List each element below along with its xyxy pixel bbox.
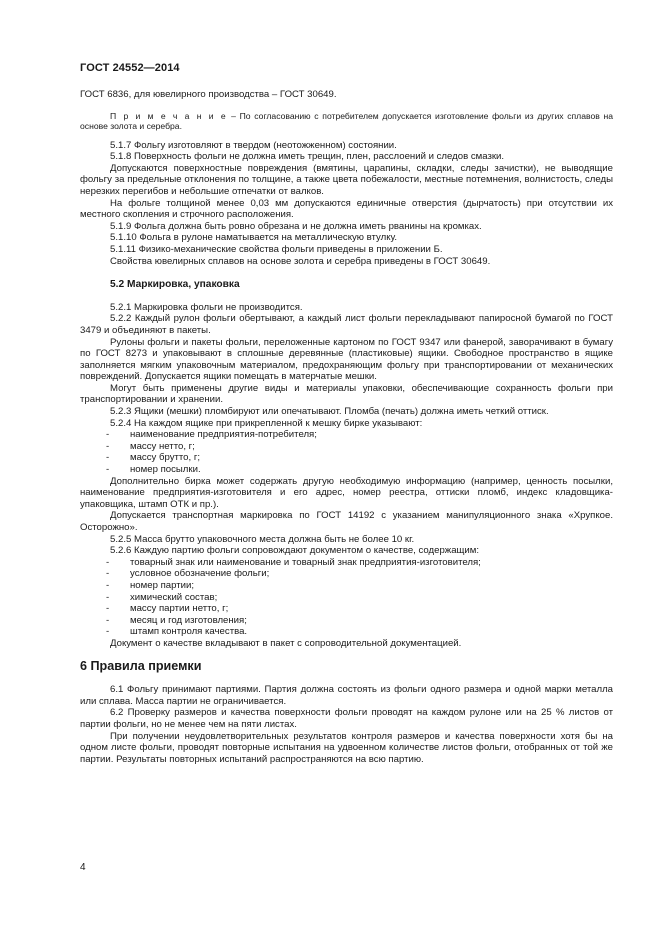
list-item-text: массу нетто, г; bbox=[130, 440, 195, 452]
paragraph: Допускаются поверхностные повреждения (вмятины, царапины, складки, следы зачистки), не выводящие фольгу за предельные отклонения по толщине, а также цвета побежалости, местные потемнения, волнистость, следы нерезких перегибов и небольшие отпечатки от валков. bbox=[80, 162, 613, 197]
document-code-header: ГОСТ 24552—2014 bbox=[80, 62, 180, 74]
page-number: 4 bbox=[80, 862, 86, 873]
list-item-text: массу брутто, г; bbox=[130, 452, 201, 464]
note-block bbox=[80, 111, 613, 132]
paragraph: 6.2 Проверку размеров и качества поверхности фольги проводят на каждом рулоне или на 25 % листов от партии фольги, но не менее чем на пяти листах. bbox=[80, 707, 613, 730]
list-dash: - bbox=[106, 440, 110, 452]
list-item bbox=[80, 615, 613, 627]
quality-document-list bbox=[80, 557, 613, 638]
paragraph: 5.2.4 На каждом ящике при прикрепленной к мешку бирке указывают: bbox=[110, 417, 423, 429]
paragraph: Свойства ювелирных сплавов на основе золота и серебра приведены в ГОСТ 30649. bbox=[110, 255, 491, 267]
paragraph: Документ о качестве вкладывают в пакет с сопроводительной документацией. bbox=[110, 637, 462, 649]
list-item bbox=[80, 592, 613, 604]
list-dash: - bbox=[106, 614, 110, 626]
paragraph: 5.2.2 Каждый рулон фольги обертывают, а каждый лист фольги перекладывают папиросной бумагой по ГОСТ 3479 и объединяют в пакеты. bbox=[80, 313, 613, 336]
paragraph: 5.1.7 Фольгу изготовляют в твердом (неотожженном) состоянии. bbox=[110, 139, 397, 151]
paragraph: Могут быть применены другие виды и материалы упаковки, обеспечивающие сохранность фольги при транспортировании и хранении. bbox=[80, 382, 613, 406]
note-label: П р и м е ч а н и е bbox=[110, 110, 228, 121]
paragraph: На фольге толщиной менее 0,03 мм допускаются единичные отверстия (дырчатость) при отсутствии их местного скопления и строчного расположения. bbox=[80, 197, 613, 221]
list-dash: - bbox=[106, 579, 110, 591]
list-dash: - bbox=[106, 452, 110, 464]
paragraph: При получении неудовлетворительных результатов контроля размеров и качества поверхности хотя бы на одном листе фольги, проводят повторные испытания на удвоенном количестве листов фольги, отобранных от той же партии. Результаты повторных испытаний распространяются на всю партию. bbox=[80, 730, 613, 765]
list-item-text: месяц и год изготовления; bbox=[130, 614, 247, 626]
list-item bbox=[80, 580, 613, 592]
list-item-text: штамп контроля качества. bbox=[130, 626, 248, 638]
list-item bbox=[80, 568, 613, 580]
list-item-text: номер посылки. bbox=[130, 464, 201, 476]
list-dash: - bbox=[106, 568, 110, 580]
paragraph: 5.1.9 Фольга должна быть ровно обрезана и не должна иметь рванины на кромках. bbox=[110, 220, 482, 232]
list-dash: - bbox=[106, 626, 110, 638]
list-dash: - bbox=[106, 603, 110, 615]
paragraph: Допускается транспортная маркировка по ГОСТ 14192 с указанием манипуляционного знака «Хрупкое. Осторожно». bbox=[80, 510, 613, 533]
list-item bbox=[80, 452, 613, 464]
list-item bbox=[80, 603, 613, 615]
list-item bbox=[80, 464, 613, 476]
label-fields-list bbox=[80, 429, 613, 475]
section-heading-6: 6 Правила приемки bbox=[80, 658, 202, 673]
list-dash: - bbox=[106, 429, 110, 441]
list-item bbox=[80, 626, 613, 638]
paragraph: 5.1.10 Фольга в рулоне наматывается на металлическую втулку. bbox=[110, 232, 398, 244]
note-text: – По согласованию с потребителем допускается изготовление фольги из других сплавов на основе золота и серебра. bbox=[80, 110, 614, 132]
list-item bbox=[80, 557, 613, 569]
section-heading-5-2: 5.2 Маркировка, упаковка bbox=[110, 279, 240, 291]
paragraph: 5.1.8 Поверхность фольги не должна иметь трещин, плен, расслоений и следов смазки. bbox=[110, 151, 505, 163]
list-item-text: номер партии; bbox=[130, 579, 194, 591]
list-item bbox=[80, 441, 613, 453]
paragraph: Рулоны фольги и пакеты фольги, переложенные картоном по ГОСТ 9347 или фанерой, заворачивают в бумагу по ГОСТ 8273 и упаковывают в сплошные деревянные (пластиковые) ящики. Свободное пространство в ящике заполняется мягким упаковочным материалом, предохраняющим фольгу при транспортировании от механических повреждений. Допускается ящики помещать в матерчатые мешки. bbox=[80, 336, 613, 383]
list-item-text: товарный знак или наименование и товарный знак предприятия-изготовителя; bbox=[130, 556, 481, 568]
paragraph: 5.2.1 Маркировка фольги не производится. bbox=[110, 301, 303, 313]
list-item-text: массу партии нетто, г; bbox=[130, 603, 229, 615]
list-item-text: химический состав; bbox=[130, 591, 218, 603]
paragraph: 5.2.6 Каждую партию фольги сопровождают документом о качестве, содержащим: bbox=[110, 545, 480, 557]
list-dash: - bbox=[106, 591, 110, 603]
list-dash: - bbox=[106, 464, 110, 476]
paragraph: 5.2.3 Ящики (мешки) пломбируют или опечатывают. Пломба (печать) должна иметь четкий оттиск. bbox=[110, 406, 549, 418]
list-item bbox=[80, 429, 613, 441]
standard-reference-line: ГОСТ 6836, для ювелирного производства – ГОСТ 30649. bbox=[80, 89, 337, 100]
list-dash: - bbox=[106, 556, 110, 568]
paragraph: 5.1.11 Физико-механические свойства фольги приведены в приложении Б. bbox=[110, 243, 443, 255]
page-content bbox=[80, 89, 613, 765]
paragraph: 6.1 Фольгу принимают партиями. Партия должна состоять из фольги одного размера и одной марки металла или сплава. Масса партии не ограничивается. bbox=[80, 684, 613, 707]
list-item-text: наименование предприятия-потребителя; bbox=[130, 429, 317, 441]
list-item-text: условное обозначение фольги; bbox=[130, 568, 270, 580]
paragraph: Дополнительно бирка может содержать другую необходимую информацию (например, ценность посылки, наименование предприятия-изготовителя и его адрес, номер реестра, оттиски пломб, индекс кладовщика-упаковщика, штамп ОТК и пр.). bbox=[80, 475, 613, 510]
paragraph: 5.2.5 Масса брутто упаковочного места должна быть не более 10 кг. bbox=[110, 533, 415, 545]
